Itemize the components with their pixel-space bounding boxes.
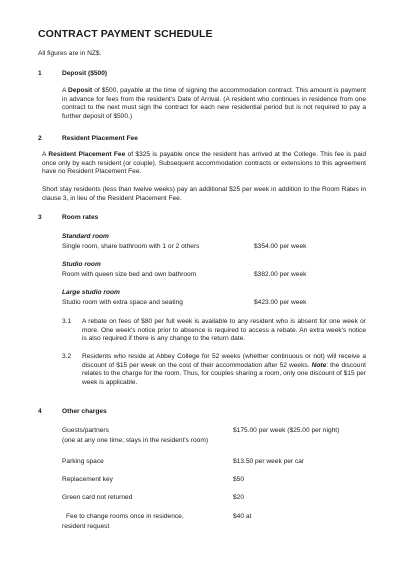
room-price-large-studio: $423.00 per week: [254, 299, 307, 306]
clause-3-1-text: A rebate on fees of $80 per full week is available to any resident who is absent for one week or more. One week's notice prior to absence is required to access a rebate. An extra week's notice is also required if there is any change to the return date.: [82, 318, 366, 343]
guests-price: $175.00 per week ($25.00 per night): [233, 427, 340, 434]
section-2-heading: Resident Placement Fee: [62, 135, 138, 142]
clause-3-1-number: 3.1: [62, 318, 72, 325]
room-desc-standard: Single room, share bathroom with 1 or 2 others: [62, 243, 200, 250]
section-4-heading: Other charges: [62, 408, 107, 415]
section-1-paragraph: A Deposit of $500, payable at the time of signing the accommodation contract. This amount is payment in advance for fees from the resident's Date of Arrival. (A resident who continues in residence from one contract to the next must sign the contract for each new residential period but is not required to pay a further deposit of $500.): [62, 87, 366, 120]
section-3-heading: Room rates: [62, 214, 99, 221]
charge-price-key: $50: [233, 476, 245, 483]
clause-3-2-text: Residents who reside at Abbey College for 52 weeks (whether continuous or not) will receive a discount of $15 per week on the cost of their accommodation after 52 weeks. Note: the discount relates to the charge for the room. Thus, for couples sharing a room, only one discount of $15 per week is applicable.: [82, 353, 366, 386]
room-price-standard: $354.00 per week: [254, 243, 307, 250]
page-title: CONTRACT PAYMENT SCHEDULE: [38, 28, 213, 40]
charge-label-key: Replacement key: [62, 476, 113, 483]
guests-label: Guests/partners: [62, 427, 109, 434]
change-rooms-label-line-1: Fee to change rooms once in residence,: [66, 513, 184, 520]
intro-note: All figures are in NZ$.: [38, 50, 102, 57]
room-desc-studio: Room with queen size bed and own bathroom: [62, 271, 197, 278]
charge-price-parking: $13.50 per week per car: [233, 458, 305, 465]
short-stay-paragraph: Short stay residents (less than twelve weeks) pay an additional $25 per week in addition to the Room Rates in clause 3, in lieu of the Resident Placement Fee.: [42, 186, 366, 202]
room-name-studio: Studio room: [62, 261, 101, 268]
section-2-paragraph: A Resident Placement Fee of $325 is payable once the resident has arrived at the College. This fee is paid once only by each resident (or couple). Subsequent accommodation contracts or extensions to this agreement have no Resident Placement Fee.: [42, 151, 366, 176]
charge-label-parking: Parking space: [62, 458, 104, 465]
guests-subtext: (one at any one time; stays in the resident's room): [62, 437, 209, 444]
section-2-number: 2: [38, 135, 42, 142]
change-rooms-price: $40 at: [233, 513, 252, 520]
section-1-number: 1: [38, 70, 42, 77]
room-name-large-studio: Large studio room: [62, 289, 120, 296]
charge-label-green-card: Green card not returned: [62, 494, 133, 501]
section-1-heading: Deposit ($500): [62, 70, 108, 77]
change-rooms-label-line-2: resident request: [62, 523, 110, 530]
charge-price-green-card: $20: [233, 494, 245, 501]
clause-3-2-number: 3.2: [62, 353, 72, 360]
room-name-standard: Standard room: [62, 233, 109, 240]
note-label: Note: [311, 361, 327, 369]
room-price-studio: $382.00 per week: [254, 271, 307, 278]
section-4-number: 4: [38, 408, 42, 415]
placement-fee-term: Resident Placement Fee: [48, 151, 126, 158]
deposit-term: Deposit: [68, 87, 93, 94]
section-3-number: 3: [38, 214, 42, 221]
room-desc-large-studio: Studio room with extra space and seating: [62, 299, 183, 306]
